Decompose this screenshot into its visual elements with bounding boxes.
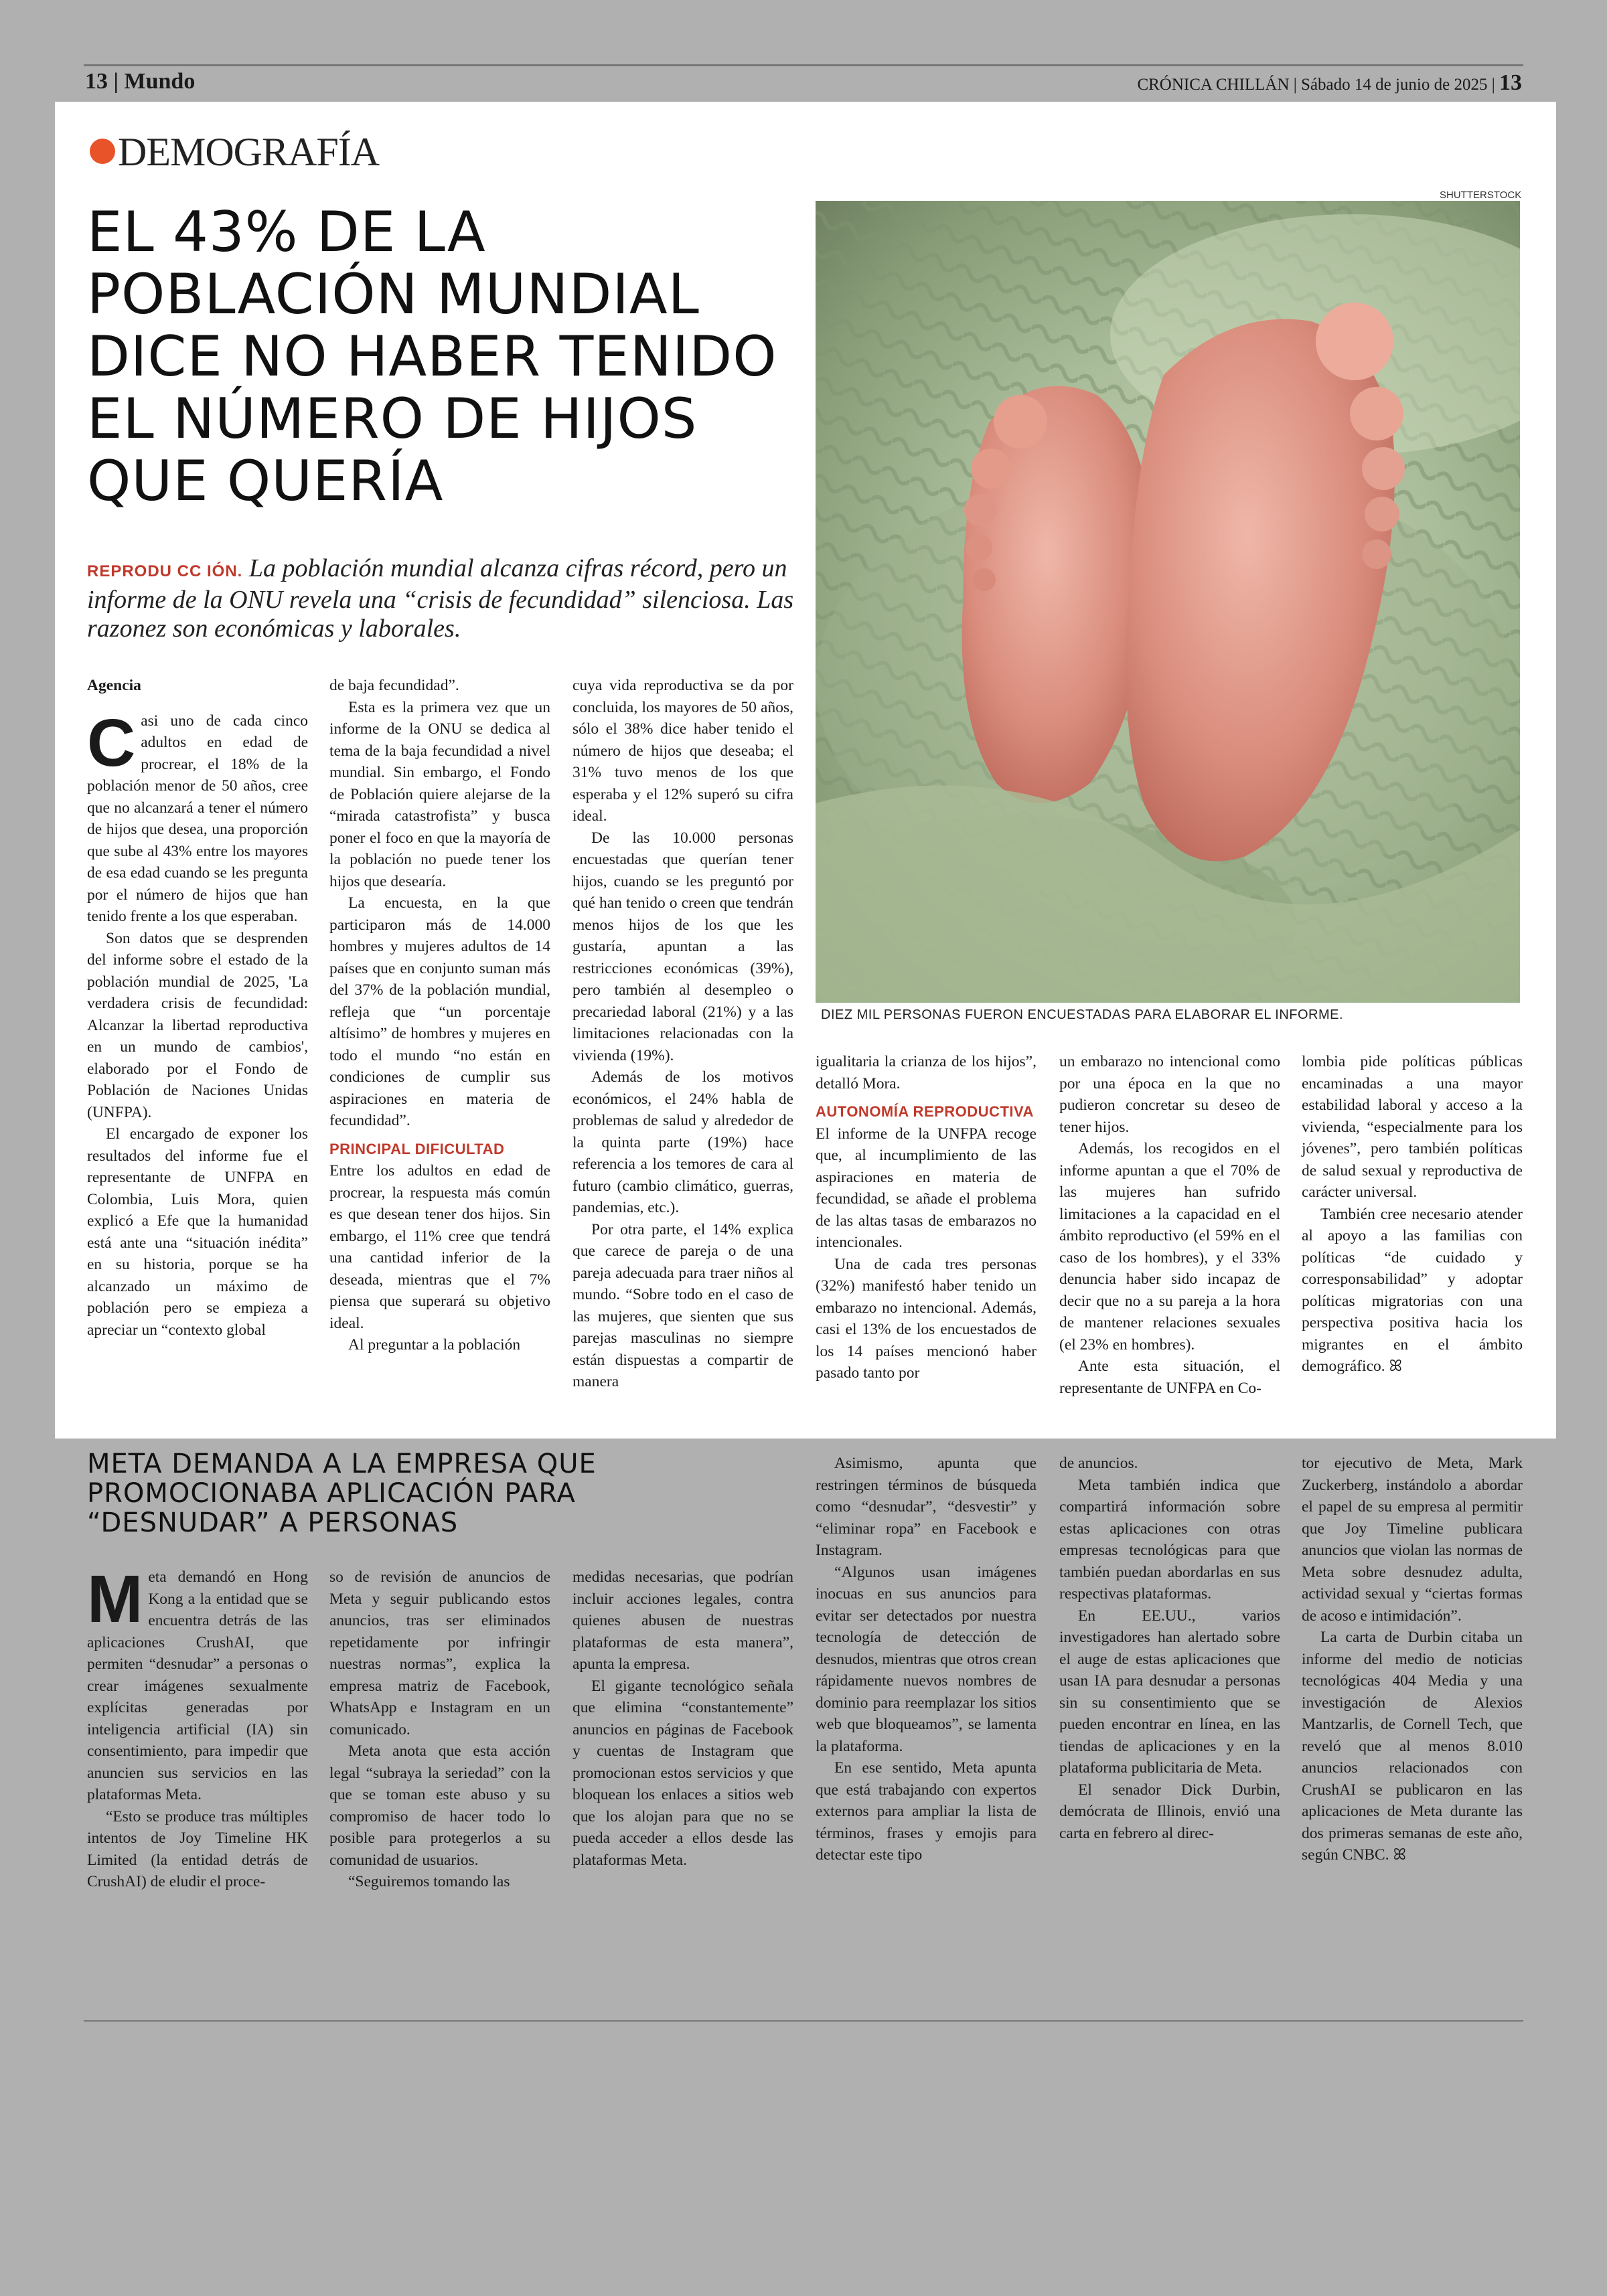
baby-feet-illustration bbox=[816, 201, 1520, 1003]
paragraph: Son datos que se desprenden del informe sobre el estado de la población mundial de 2025, 'La verdadera crisis de fecundidad: Alcanzar la libertad reproductiva en un mundo de cambios', elaborado por el Fondo de Población de Naciones Unidas (UNFPA). bbox=[87, 929, 308, 1121]
paragraph: La encuesta, en la que participaron más de 14.000 hombres y mujeres adultos de 14 países que en conjunto suman más del 37% de la población mundial, refleja que “un porcentaje altísimo” de hombres y mujeres en todo el mundo “no están en condiciones de cumplir sus aspiraciones en materia de fecundidad”. bbox=[329, 894, 550, 1129]
paragraph: El gigante tecnológico señala que elimina “constantemente” anuncios en páginas de Facebook y cuentas de Instagram que promocionan estos servicios y que bloquean los enlaces a sitios web que los alojan para que no se pueda acceder a ellos desde las plataformas Meta. bbox=[572, 1677, 793, 1869]
subheading: PRINCIPAL DIFICULTAD bbox=[329, 1140, 505, 1157]
paragraph: “Algunos usan imágenes inocuas en sus anuncios para evitar ser detectados por nuestra tecnología de detección de desnudos, mientras que otros crean rápidamente nuevos nombres de dominio para reemplazar los sitios web que bloqueamos”, se lamenta la plataforma. bbox=[816, 1563, 1037, 1755]
paragraph: medidas necesarias, que podrían incluir acciones legales, contra quienes abusen de nuestras plataformas de esta manera”, apunta la empresa. bbox=[572, 1568, 793, 1673]
article2-headline: META DEMANDA A LA EMPRESA QUE PROMOCIONABA APLICACIÓN PARA “DESNUDAR” A PERSONAS bbox=[87, 1449, 597, 1538]
paper-info: CRÓNICA CHILLÁN | Sábado 14 de junio de 2025 | 13 bbox=[1137, 70, 1522, 95]
byline: Agencia bbox=[87, 677, 141, 694]
paragraph: En ese sentido, Meta apunta que está trabajando con expertos externos para ampliar la lista de términos, frases y emojis para detectar este tipo bbox=[816, 1759, 1037, 1864]
paragraph: También cree necesario atender al apoyo a las familias con políticas “de cuidado y corresponsabilidad” y adoptar políticas migratorias con una perspectiva positiva hacia los migrantes en el ámbito demográfico. ꕤ bbox=[1302, 1205, 1523, 1375]
paragraph: de anuncios. bbox=[1059, 1455, 1138, 1472]
paragraph: Asimismo, apunta que restringen términos de búsqueda como “desnudar”, “desvestir” y “eliminar ropa” en Facebook e Instagram. bbox=[816, 1455, 1037, 1559]
paragraph: Meta también indica que compartirá información sobre estas aplicaciones con otras empresas tecnológicas para que también puedan abordarlas en sus respectivas plataformas. bbox=[1059, 1476, 1280, 1603]
article1-col3 bbox=[572, 675, 793, 1393]
paragraph: La carta de Durbin citaba un informe del medio de noticias tecnológicas 404 Media y una investigación de Alexios Mantzarlis, de Cornell Tech, que reveló que al menos 8.010 anuncios relacionados con CrushAI se publicaron en las aplicaciones de Meta durante las dos primeras semanas de este año, según CNBC. ꕤ bbox=[1302, 1629, 1523, 1864]
article2-col1 bbox=[87, 1562, 308, 1893]
paragraph: lombia pide políticas públicas encaminadas a una mayor estabilidad laboral y acceso a la vivienda, “especialmente para los jóvenes”, pero también políticas de salud sexual y reproductiva de carácter universal. bbox=[1302, 1053, 1523, 1201]
article1-col4 bbox=[816, 1051, 1037, 1384]
paragraph: Por otra parte, el 14% explica que carece de pareja o de una pareja adecuada para traer niños al mundo. “Sobre todo en el caso de las mujeres, que sienten que sus parejas masculinas no siempre están dispuestas a compartir de manera bbox=[572, 1220, 793, 1390]
section-kicker: DEMOGRAFÍA bbox=[90, 129, 379, 175]
paragraph: “Esto se produce tras múltiples intentos de Joy Timeline HK Limited (la entidad detrás de CrushAI) de eludir el proce- bbox=[87, 1807, 308, 1890]
article2-col2 bbox=[329, 1566, 550, 1893]
paragraph: El informe de la UNFPA recoge que, al incumplimiento de las aspiraciones en materia de fecundidad, se añade el problema de las altas tasas de embarazos no intencionales. bbox=[816, 1125, 1037, 1251]
paragraph: “Seguiremos tomando las bbox=[348, 1873, 510, 1890]
article1-col6 bbox=[1302, 1051, 1523, 1378]
paragraph: un embarazo no intencional como por una época en la que no pudieron concretar su deseo de tener hijos. bbox=[1059, 1053, 1280, 1136]
paragraph: De las 10.000 personas encuestadas que querían tener hijos, cuando se les preguntó por qué han tenido o creen que tendrán menos hijos de los que les gustaría, apuntan a las restricciones económicas (39%), pero también al desempleo o precariedad laboral (21%) y a las limitaciones relacionadas con la vivienda (19%). bbox=[572, 829, 793, 1064]
photo-caption: DIEZ MIL PERSONAS FUERON ENCUESTADAS PARA ELABORAR EL INFORME. bbox=[821, 1007, 1344, 1022]
paragraph: igualitaria la crianza de los hijos”, detalló Mora. bbox=[816, 1053, 1037, 1092]
article1-col2 bbox=[329, 675, 550, 1356]
paragraph: El encargado de exponer los resultados del informe fue el representante de UNFPA en Colombia, Luis Mora, quien explicó a Efe que la humanidad está ante una “situación inédita” en su historia, porque se ha alcanzado un máximo de población pero se empieza a apreciar un “contexto global bbox=[87, 1125, 308, 1339]
article2-col4 bbox=[816, 1453, 1037, 1866]
photo-credit: SHUTTERSTOCK bbox=[1440, 189, 1522, 201]
paragraph: Además de los motivos económicos, el 24% habla de problemas de salud y alrededor de la quinta parte (19%) hace referencia a los temores de cara al futuro (cambio climático, guerras, pandemias, etc.). bbox=[572, 1068, 793, 1216]
paragraph: Al preguntar a la población bbox=[348, 1336, 521, 1354]
lead-paragraph: Casi uno de cada cinco adultos en edad de procrear, el 18% de la población menor de 50 años, cree que no alcanzará a tener el número de hijos que desea, una proporción que sube al 43% entre los mayores de esa edad cuando se les pregunta por el número de hijos que han tenido frente a los que esperaban. bbox=[87, 705, 308, 925]
article1-col1 bbox=[87, 675, 308, 1341]
paragraph: En EE.UU., varios investigadores han alertado sobre el auge de estas aplicaciones que usan IA para desnudar a personas sin su consentimiento que se pueden encontrar en línea, en las tiendas de aplicaciones y en la plataforma publicitaria de Meta. bbox=[1059, 1607, 1280, 1777]
paragraph: Además, los recogidos en el informe apuntan a que el 70% de las mujeres han sufrido limitaciones a la capacidad en el ámbito reproductivo (el 59% en el caso de los hombres), y el 33% denuncia haber sido incapaz de decir que no a su pareja a la hora de mantener relaciones sexuales (el 23% en hombres). bbox=[1059, 1140, 1280, 1354]
paragraph: Meta anota que esta acción legal “subraya la seriedad” con la que se toman este abuso y su compromiso de hacer todo lo posible para protegerlos a su comunidad de usuarios. bbox=[329, 1742, 550, 1869]
page-header bbox=[84, 64, 1523, 96]
paragraph: Esta es la primera vez que un informe de la ONU se dedica al tema de la baja fecundidad a nivel mundial. Sin embargo, el Fondo de Población quiere alejarse de la “mirada catastrofista” y busca poner el foco en que la mayoría de la población no puede tener los hijos que desearía. bbox=[329, 698, 550, 890]
paragraph: de baja fecundidad”. bbox=[329, 677, 459, 694]
article2-col5 bbox=[1059, 1453, 1280, 1844]
dropcap: M bbox=[87, 1562, 143, 1637]
paragraph: tor ejecutivo de Meta, Mark Zuckerberg, instándolo a abordar el papel de su empresa al permitir que Joy Timeline publicara anuncios que violan las normas de Meta sobre desnudez adulta, actividad sexual y “ciertas formas de acoso e intimidación”. bbox=[1302, 1455, 1523, 1625]
kicker-dot-icon bbox=[90, 139, 115, 164]
paragraph: El senador Dick Durbin, demócrata de Illinois, envió una carta en febrero al direc- bbox=[1059, 1781, 1280, 1842]
lead-paragraph: Meta demandó en Hong Kong a la entidad que se encuentra detrás de las aplicaciones CrushAI, que permiten “desnudar” a personas o crear imágenes sexualmente explícitas generadas por inteligencia artificial (IA) sin consentimiento, para impedir que anuncien sus servicios en las plataformas Meta. bbox=[87, 1562, 308, 1803]
article-headline: EL 43% DE LA POBLACIÓN MUNDIAL DICE NO HABER TENIDO EL NÚMERO DE HIJOS QUE QUERÍA bbox=[87, 199, 777, 513]
paragraph: Ante esta situación, el representante de UNFPA en Co- bbox=[1059, 1358, 1280, 1397]
bottom-rule bbox=[84, 2020, 1523, 2022]
article-dek: REPRODU CC IÓN. La población mundial alcanza cifras récord, pero un informe de la ONU revela una “crisis de fecundidad” silenciosa. Las razonez son económicas y laborales. bbox=[87, 554, 794, 643]
article2-col6 bbox=[1302, 1453, 1523, 1866]
paragraph: Una de cada tres personas (32%) manifestó haber tenido un embarazo no intencional. Además, casi el 13% de los encuestados de los 14 países mencionó haber pasado tanto por bbox=[816, 1255, 1037, 1382]
article2-col3 bbox=[572, 1566, 793, 1871]
section-label: 13 | Mundo bbox=[85, 69, 196, 94]
subheading: AUTONOMÍA REPRODUCTIVA bbox=[816, 1103, 1034, 1120]
baby-feet-photo bbox=[816, 201, 1520, 1003]
paragraph: so de revisión de anuncios de Meta y seguir publicando estos anuncios, tras ser eliminados repetidamente por infringir nuestras normas”, explica la empresa matriz de Facebook, WhatsApp e Instagram en un comunicado. bbox=[329, 1568, 550, 1738]
paragraph: cuya vida reproductiva se da por concluida, los mayores de 50 años, sólo el 38% dice haber tenido el número de hijos que deseaba; el 31% tuvo menos de los que esperaba y el 12% superó su cifra ideal. bbox=[572, 677, 793, 825]
paragraph: Entre los adultos en edad de procrear, la respuesta más común es que desean tener dos hijos. Sin embargo, el 11% cree que tendrá una cantidad inferior de la deseada, mientras que el 7% piensa que superará su objetivo ideal. bbox=[329, 1162, 550, 1332]
dropcap: C bbox=[87, 705, 136, 781]
article1-col5 bbox=[1059, 1051, 1280, 1399]
